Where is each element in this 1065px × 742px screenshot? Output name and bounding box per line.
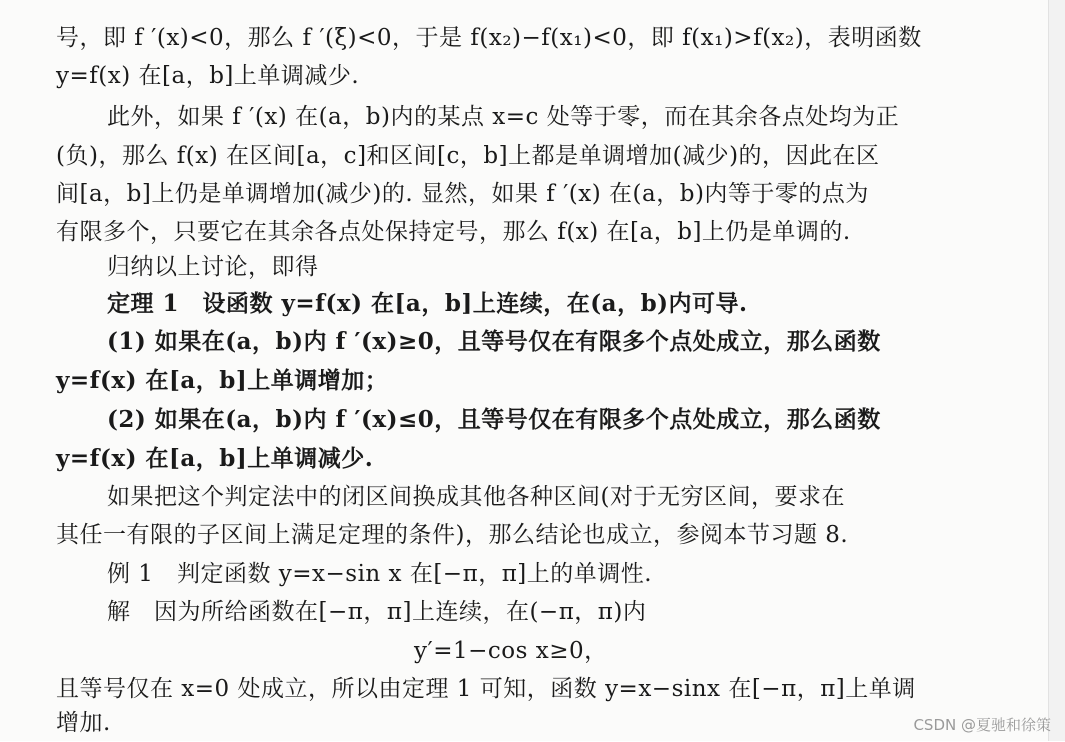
solution-line-1: 解 因为所给函数在[−π，π]上连续，在(−π，π)内 <box>107 599 647 625</box>
theorem-item-2-line-1: (2) 如果在(a，b)内 f ′(x)≤0，且等号仅在有限多个点处成立，那么函数 <box>107 406 881 433</box>
theorem-item-2-line-2: y=f(x) 在[a，b]上单调减少. <box>56 445 374 472</box>
text-line-7: 归纳以上讨论，即得 <box>107 254 319 280</box>
text-line-5: 间[a，b]上仍是单调增加(减少)的. 显然，如果 f ′(x) 在(a，b)内等于零的点为 <box>56 181 869 207</box>
example-1-heading: 例 1 判定函数 y=x−sin x 在[−π，π]上的单调性. <box>107 561 653 587</box>
text-line-3: 此外，如果 f ′(x) 在(a，b)内的某点 x=c 处等于零，而在其余各点处均为正 <box>107 104 900 130</box>
page-edge <box>1048 0 1065 741</box>
theorem-item-1-line-1: (1) 如果在(a，b)内 f ′(x)≥0，且等号仅在有限多个点处成立，那么函数 <box>107 328 881 355</box>
solution-line-3: 增加. <box>56 710 111 736</box>
display-equation: y′=1−cos x≥0， <box>414 638 608 664</box>
csdn-watermark: CSDN @夏驰和徐策 <box>913 716 1051 734</box>
text-line-14: 其任一有限的子区间上满足定理的条件)，那么结论也成立，参阅本节习题 8. <box>56 522 849 548</box>
theorem-item-1-line-2: y=f(x) 在[a，b]上单调增加； <box>56 367 389 394</box>
text-line-2: y=f(x) 在[a，b]上单调减少. <box>56 63 360 89</box>
text-line-6: 有限多个，只要它在其余各点处保持定号，那么 f(x) 在[a，b]上仍是单调的. <box>56 219 851 245</box>
text-line-4: (负)，那么 f(x) 在区间[a，c]和区间[c，b]上都是单调增加(减少)的，因此在区 <box>56 143 880 169</box>
text-line-1: 号，即 f ′(x)<0，那么 f ′(ξ)<0，于是 f(x₂)−f(x₁)<0，即 f(x₁)>f(x₂)，表明函数 <box>56 25 922 51</box>
solution-line-2: 且等号仅在 x=0 处成立，所以由定理 1 可知，函数 y=x−sinx 在[−π，π]上单调 <box>56 676 916 702</box>
text-line-13: 如果把这个判定法中的闭区间换成其他各种区间(对于无穷区间，要求在 <box>107 484 845 510</box>
theorem-1-heading: 定理 1 设函数 y=f(x) 在[a，b]上连续，在(a，b)内可导. <box>107 290 748 317</box>
